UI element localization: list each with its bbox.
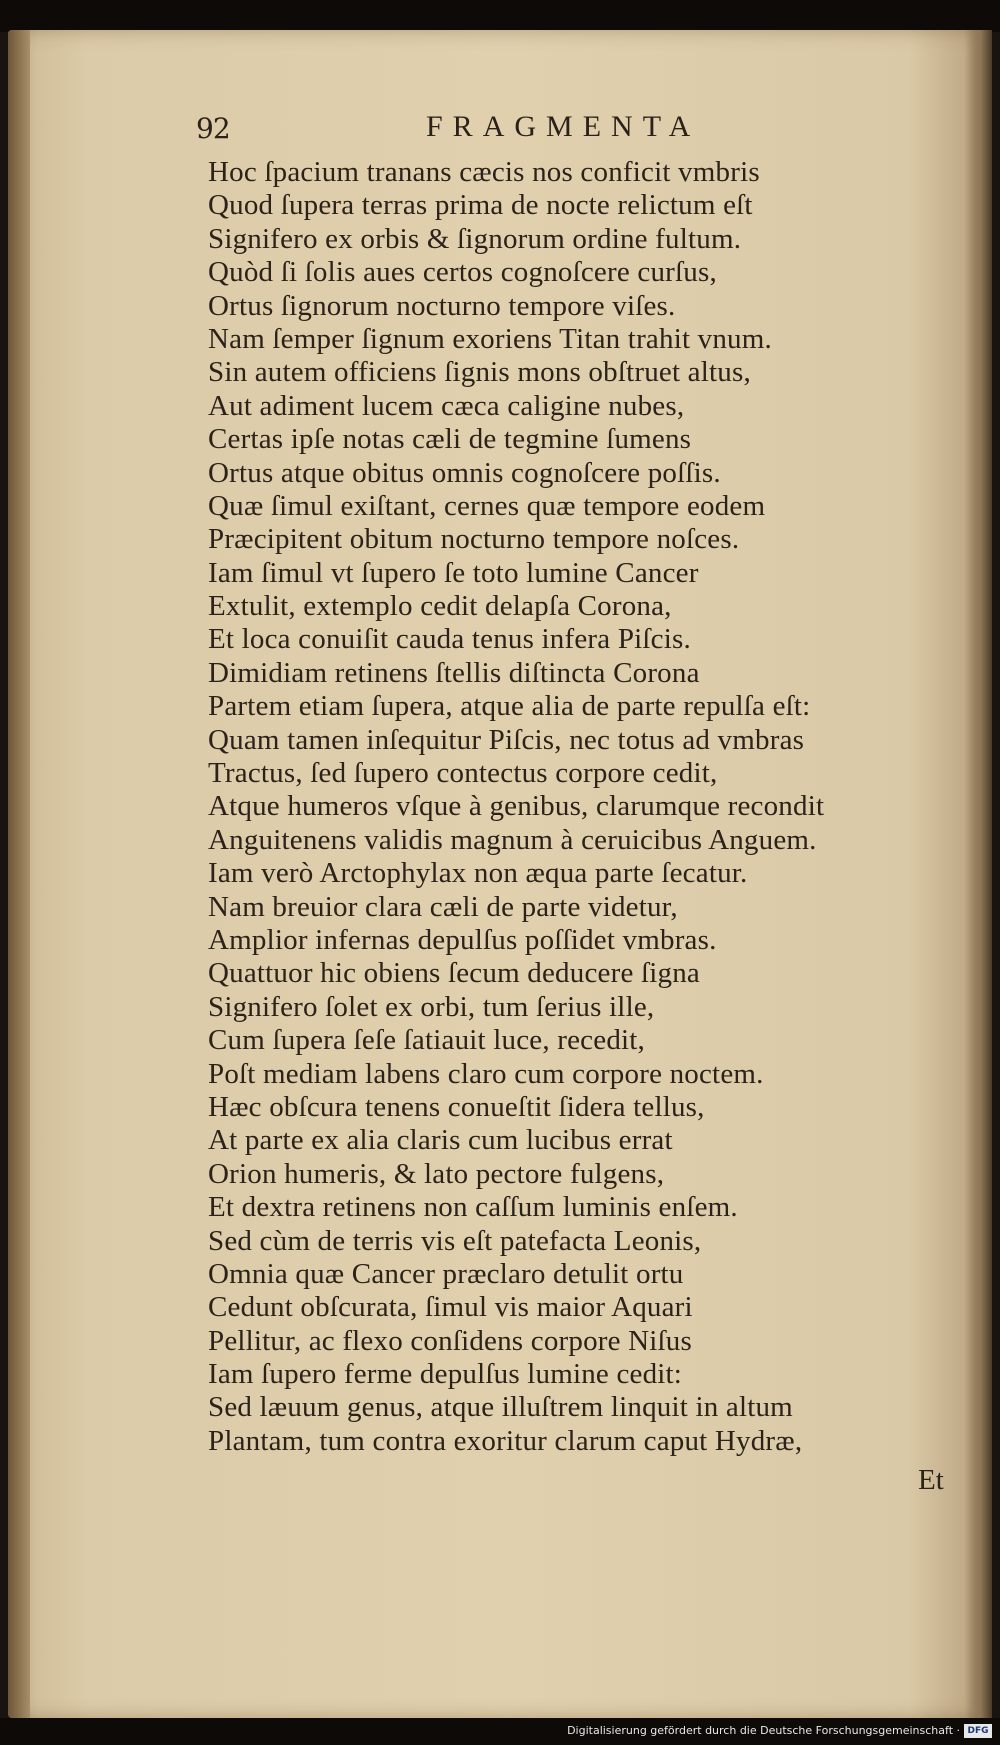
- verse-line: Sed læuum genus, atque illuſtrem linquit in altum: [208, 1391, 793, 1424]
- verse-line: Anguitenens validis magnum à ceruicibus Anguem.: [208, 823, 817, 856]
- verse-line: At parte ex alia claris cum lucibus errat: [208, 1124, 673, 1157]
- verse-line: Partem etiam ſupera, atque alia de parte repulſa eſt:: [208, 690, 811, 723]
- verse-line: Et loca conuiſit cauda tenus infera Piſcis.: [208, 623, 691, 656]
- running-title: FRAGMENTA: [426, 110, 701, 143]
- verse-line: Aut adiment lucem cæca caligine nubes,: [208, 389, 685, 422]
- verse-line: Iam ſupero ferme depulſus lumine cedit:: [208, 1358, 683, 1391]
- verse-line: Poſt mediam labens claro cum corpore noctem.: [208, 1057, 764, 1090]
- verse-text: [208, 156, 898, 1458]
- top-border: [0, 0, 1000, 32]
- verse-line: Atque humeros vſque à genibus, clarumque recondit: [208, 790, 825, 823]
- verse-line: Signifero ex orbis & ſignorum ordine fultum.: [208, 222, 742, 255]
- page-edge: [964, 30, 992, 1718]
- verse-line: Plantam, tum contra exoritur clarum caput Hydræ,: [208, 1424, 803, 1457]
- verse-line: Quòd ſi ſolis aues certos cognoſcere curſus,: [208, 256, 717, 289]
- verse-line: Ortus ſignorum nocturno tempore viſes.: [208, 289, 676, 322]
- verse-line: Sed cùm de terris vis eſt patefacta Leonis,: [208, 1224, 702, 1257]
- verse-line: Dimidiam retinens ſtellis diſtincta Corona: [208, 656, 700, 689]
- catchword: Et: [918, 1464, 944, 1496]
- verse-line: Iam verò Arctophylax non æqua parte ſecatur.: [208, 857, 748, 890]
- dfg-logo: DFG: [964, 1724, 992, 1738]
- verse-line: Certas ipſe notas cæli de tegmine ſumens: [208, 423, 692, 456]
- verse-line: Signifero ſolet ex orbi, tum ſerius ille,: [208, 990, 655, 1023]
- verse-line: Hæc obſcura tenens conueſtit ſidera tellus,: [208, 1090, 705, 1123]
- verse-line: Omnia quæ Cancer præclaro detulit ortu: [208, 1257, 684, 1290]
- verse-line: Quod ſupera terras prima de nocte relictum eſt: [208, 189, 753, 222]
- verse-line: Ortus atque obitus omnis cognoſcere poſſis.: [208, 456, 721, 489]
- page-number: 92: [196, 112, 230, 145]
- verse-line: Nam breuior clara cæli de parte videtur,: [208, 890, 678, 923]
- verse-line: Iam ſimul vt ſupero ſe toto lumine Cancer: [208, 556, 699, 589]
- digitization-credit: Digitalisierung gefördert durch die Deutsche Forschungsgemeinschaft ·: [567, 1724, 960, 1737]
- verse-line: Præcipitent obitum nocturno tempore noſces.: [208, 523, 740, 556]
- verse-line: Extulit, extemplo cedit delapſa Corona,: [208, 590, 672, 623]
- verse-line: Quam tamen inſequitur Piſcis, nec totus ad vmbras: [208, 723, 805, 756]
- binding-gutter: [8, 30, 30, 1718]
- verse-line: Quattuor hic obiens ſecum deducere ſigna: [208, 957, 700, 990]
- verse-line: Orion humeris, & lato pectore fulgens,: [208, 1157, 665, 1190]
- verse-line: Nam ſemper ſignum exoriens Titan trahit vnum.: [208, 322, 772, 355]
- verse-line: Sin autem officiens ſignis mons obſtruet altus,: [208, 356, 751, 389]
- verse-line: Et dextra retinens non caſſum luminis enſem.: [208, 1191, 738, 1224]
- verse-line: Amplior infernas depulſus poſſidet vmbras.: [208, 923, 717, 956]
- page-header: [196, 110, 756, 154]
- verse-line: Cedunt obſcurata, ſimul vis maior Aquari: [208, 1291, 693, 1324]
- verse-line: Tractus, ſed ſupero contectus corpore cedit,: [208, 757, 718, 790]
- verse-line: Cum ſupera ſeſe ſatiauit luce, recedit,: [208, 1024, 645, 1057]
- verse-line: Hoc ſpacium tranans cæcis nos conficit vmbris: [208, 156, 760, 188]
- verse-line: Quæ ſimul exiſtant, cernes quæ tempore eodem: [208, 489, 766, 522]
- verse-line: Pellitur, ac flexo conſidens corpore Niſus: [208, 1324, 692, 1357]
